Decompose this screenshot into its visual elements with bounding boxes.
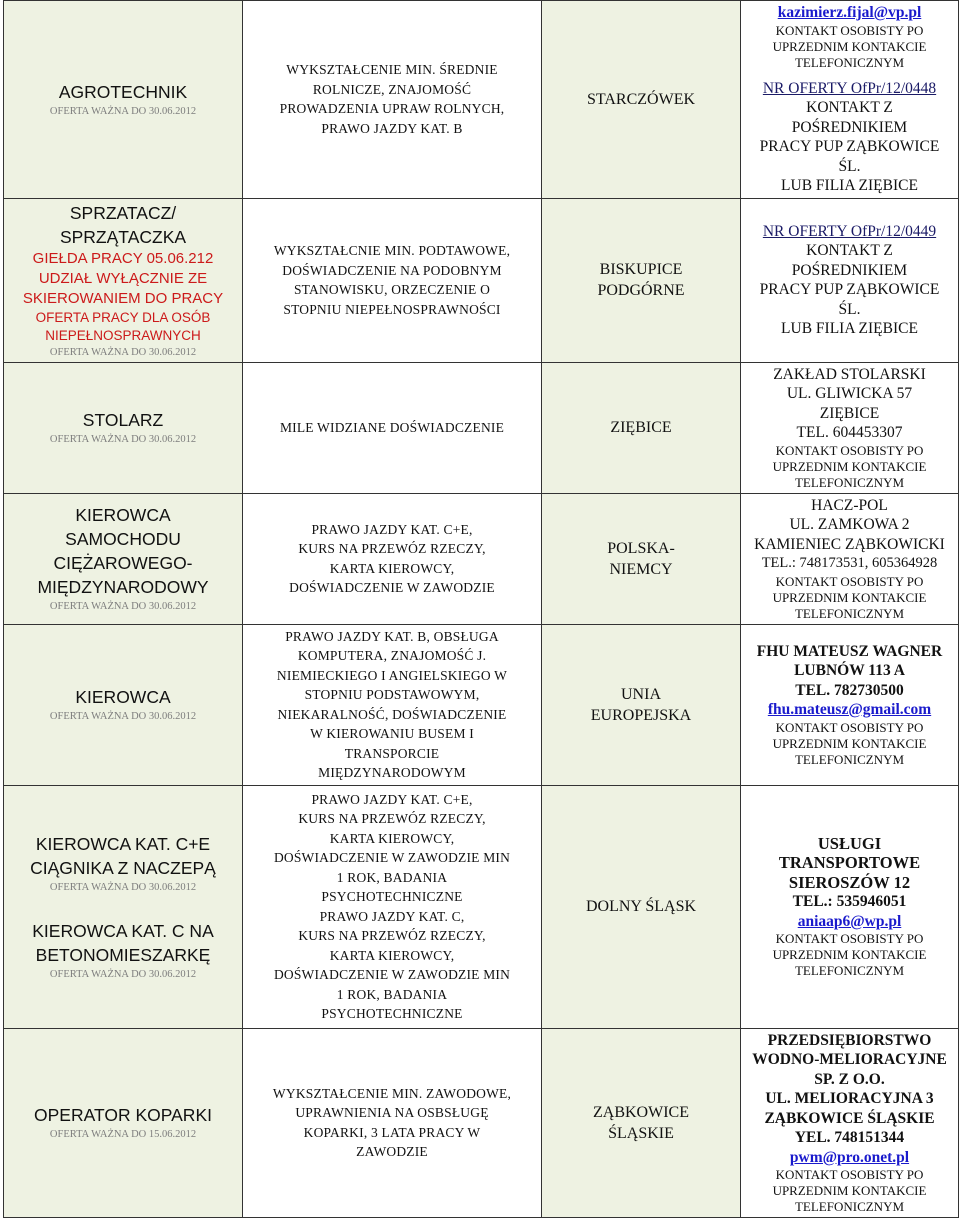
email-link[interactable]: fhu.mateusz@gmail.com xyxy=(767,701,932,718)
contact-line: SP. Z O.O. xyxy=(814,1070,885,1088)
requirement-line: PRAWO JAZDY KAT. C+E, xyxy=(311,521,473,537)
place-name: POLSKA- xyxy=(607,539,675,557)
validity-date: OFERTA WAŻNA DO 30.06.2012 xyxy=(49,968,197,980)
requirement-line: MILE WIDZIANE DOŚWIADCZENIE xyxy=(279,419,505,435)
requirements-cell xyxy=(243,362,542,493)
requirement-line: DOŚWIADCZENIE W ZAWODZIE MIN xyxy=(273,967,511,982)
place-name: UNIA xyxy=(621,685,661,703)
requirement-line: KARTA KIEROWCY, xyxy=(329,560,455,576)
requirement-line: WYKSZTAŁCENIE MIN. ŚREDNIE xyxy=(286,62,498,78)
contact-note: TELEFONICZNYM xyxy=(794,1199,905,1214)
requirement-line: KARTA KIEROWCY, xyxy=(329,830,455,846)
contact-cell xyxy=(741,1,959,199)
validity-date: OFERTA WAŻNA DO 30.06.2012 xyxy=(49,346,197,358)
notice-line: GIEŁDA PRACY 05.06.212 xyxy=(32,249,214,267)
position-title: CIĘŻAROWEGO- xyxy=(53,553,193,573)
contact-line: UL. ZAMKOWA 2 xyxy=(789,516,910,533)
contact-line: KAMIENIEC ZĄBKOWICKI xyxy=(754,535,945,553)
requirement-line: DOŚWIADCZENIE W ZAWODZIE MIN xyxy=(273,850,511,865)
position-title: SAMOCHODU xyxy=(65,529,181,549)
contact-line: TEL. 782730500 xyxy=(795,681,904,699)
position-title: KIEROWCA KAT. C+E xyxy=(35,833,211,854)
contact-line: ZĄBKOWICE ŚLĄSKIE xyxy=(764,1109,935,1127)
requirements-cell xyxy=(243,624,542,785)
place-name: PODGÓRNE xyxy=(597,282,685,299)
requirement-line: NIEMIECKIEGO I ANGIELSKIEGO W xyxy=(276,667,508,683)
email-link[interactable]: kazimierz.fijal@vp.pl xyxy=(777,4,922,21)
contact-note: UPRZEDNIM KONTAKCIE xyxy=(772,458,927,474)
requirement-line: WYKSZTAŁCNIE MIN. PODTAWOWE, xyxy=(273,243,511,258)
position-title: STOLARZ xyxy=(82,410,164,430)
validity-date: OFERTA WAŻNA DO 30.06.2012 xyxy=(49,601,197,612)
position-cell xyxy=(4,1,243,199)
requirements-cell xyxy=(243,1028,542,1218)
requirement-line: PSYCHOTECHNICZNE xyxy=(321,1006,463,1021)
contact-note: KONTAKT OSOBISTY PO xyxy=(775,931,924,947)
position-cell xyxy=(4,493,243,624)
place-cell xyxy=(542,785,741,1028)
place-name: DOLNY ŚLĄSK xyxy=(585,898,697,915)
table-row xyxy=(4,362,959,493)
requirement-line: ROLNICZE, ZNAJOMOŚĆ xyxy=(312,81,472,97)
requirement-line: KURS NA PRZEWÓZ RZECZY, xyxy=(298,811,486,826)
table-row xyxy=(4,493,959,624)
contact-line: ZIĘBICE xyxy=(819,404,880,422)
company-name: PRZEDSIĘBIORSTWO xyxy=(767,1031,932,1049)
requirement-line: DOŚWIADCZENIE W ZAWODZIE xyxy=(289,580,495,595)
place-name: ŚLĄSKIE xyxy=(608,1124,674,1142)
position-title: AGROTECHNIK xyxy=(58,81,188,102)
contact-line: TEL. 604453307 xyxy=(796,424,903,441)
position-title: SPRZĄTACZKA xyxy=(59,226,187,247)
requirement-line: STOPNIU NIEPEŁNOSPRAWNOŚCI xyxy=(283,301,501,317)
position-cell xyxy=(4,785,243,1028)
contact-note: UPRZEDNIM KONTAKCIE xyxy=(772,947,927,963)
validity-date: OFERTA WAŻNA DO 30.06.2012 xyxy=(49,881,197,893)
requirement-line: MIĘDZYNARODOWYM xyxy=(318,765,466,780)
company-name: FHU MATEUSZ WAGNER xyxy=(756,642,943,660)
requirement-line: TRANSPORCIE xyxy=(344,745,440,761)
contact-line: PRACY PUP ZĄBKOWICE ŚL. xyxy=(759,138,940,175)
contact-line: LUB FILIA ZIĘBICE xyxy=(781,177,918,194)
requirements-cell xyxy=(243,785,542,1028)
position-title: SPRZATACZ/ xyxy=(69,202,177,223)
contact-line: UL. GLIWICKA 57 xyxy=(786,385,913,402)
position-cell xyxy=(4,624,243,785)
requirements-cell xyxy=(243,198,542,362)
requirement-line: KOPARKI, 3 LATA PRACY W xyxy=(303,1124,481,1140)
validity-date: OFERTA WAŻNA DO 30.06.2012 xyxy=(49,434,197,445)
position-cell xyxy=(4,362,243,493)
contact-line: KONTAKT Z POŚREDNIKIEM xyxy=(791,242,908,279)
job-offers-table xyxy=(3,0,959,1218)
contact-note: TELEFONICZNYM xyxy=(794,963,905,979)
validity-date: OFERTA WAŻNA DO 30.06.2012 xyxy=(49,105,197,117)
spacer xyxy=(10,895,236,919)
place-cell xyxy=(542,493,741,624)
contact-note: UPRZEDNIM KONTAKCIE xyxy=(772,589,927,605)
table-row xyxy=(4,624,959,785)
contact-cell xyxy=(741,1028,959,1218)
notice-line: UDZIAŁ WYŁĄCZNIE ZE xyxy=(38,269,208,287)
position-title: BETONOMIESZARKĘ xyxy=(35,944,211,965)
requirement-line: 1 ROK, BADANIA xyxy=(336,869,448,885)
contact-cell xyxy=(741,785,959,1028)
contact-note: TELEFONICZNYM xyxy=(794,54,905,70)
notice-line: NIEPEŁNOSPRAWNYCH xyxy=(45,327,201,343)
company-name: WODNO-MELIORACYJNE xyxy=(752,1051,947,1068)
position-title: CIĄGNIKA Z NACZEPĄ xyxy=(30,857,216,878)
requirement-line: 1 ROK, BADANIA xyxy=(336,986,448,1002)
position-title: KIEROWCA xyxy=(75,687,171,707)
contact-note: UPRZEDNIM KONTAKCIE xyxy=(772,1183,927,1198)
requirement-line: UPRAWNIENIA NA OSBSŁUGĘ xyxy=(295,1105,489,1121)
requirement-line: NIEKARALNOŚĆ, DOŚWIADCZENIE xyxy=(277,706,507,722)
contact-line: SIEROSZÓW 12 xyxy=(788,872,911,892)
requirement-line: STOPNIU PODSTAWOWYM, xyxy=(304,687,480,702)
position-title: KIEROWCA xyxy=(75,505,171,525)
requirement-line: KURS NA PRZEWÓZ RZECZY, xyxy=(298,928,486,943)
contact-line: TEL.: 535946051 xyxy=(792,893,907,911)
contact-line: LUB FILIA ZIĘBICE xyxy=(781,320,918,337)
position-title: KIEROWCA KAT. C NA xyxy=(32,920,214,941)
table-row xyxy=(4,198,959,362)
requirement-line: ZAWODZIE xyxy=(356,1144,428,1160)
requirement-line: PROWADZENIA UPRAW ROLNYCH, xyxy=(279,101,505,117)
table-row xyxy=(4,1,959,199)
contact-note: KONTAKT OSOBISTY PO xyxy=(775,573,924,589)
position-cell xyxy=(4,1028,243,1218)
requirement-line: WYKSZTAŁCENIE MIN. ZAWODOWE, xyxy=(272,1085,512,1101)
requirement-line: PRAWO JAZDY KAT. C, xyxy=(319,908,465,924)
requirement-line: W KIEROWANIU BUSEM I xyxy=(310,726,474,741)
place-name: EUROPEJSKA xyxy=(590,706,692,724)
contact-note: TELEFONICZNYM xyxy=(794,605,905,621)
contact-note: UPRZEDNIM KONTAKCIE xyxy=(772,735,927,751)
place-name: STARCZÓWEK xyxy=(586,90,696,108)
requirement-line: PRAWO JAZDY KAT. C+E, xyxy=(311,791,473,807)
contact-note: KONTAKT OSOBISTY PO xyxy=(775,719,924,735)
requirement-line: DOŚWIADCZENIE NA PODOBNYM xyxy=(282,262,502,278)
validity-date: OFERTA WAŻNA DO 30.06.2012 xyxy=(49,711,197,722)
contact-cell xyxy=(741,362,959,493)
contact-note: KONTAKT OSOBISTY PO xyxy=(775,22,924,38)
table-row xyxy=(4,1028,959,1218)
contact-line: UL. MELIORACYJNA 3 xyxy=(765,1090,934,1107)
requirement-line: PRAWO JAZDY KAT. B, OBSŁUGA xyxy=(285,628,499,644)
place-name: BISKUPICE xyxy=(599,261,683,278)
contact-cell xyxy=(741,198,959,362)
contact-note: KONTAKT OSOBISTY PO xyxy=(775,442,924,458)
notice-line: OFERTA PRACY DLA OSÓB xyxy=(35,309,211,325)
position-title: OPERATOR KOPARKI xyxy=(34,1105,212,1126)
contact-line: HACZ-POL xyxy=(811,496,888,514)
position-title: MIĘDZYNARODOWY xyxy=(37,577,209,597)
email-link[interactable]: aniaap6@wp.pl xyxy=(797,912,902,930)
place-cell xyxy=(542,1028,741,1218)
place-name: ZĄBKOWICE xyxy=(593,1103,689,1121)
contact-note: KONTAKT OSOBISTY PO xyxy=(775,1167,924,1182)
place-cell xyxy=(542,624,741,785)
contact-line: ZAKŁAD STOLARSKI xyxy=(773,365,926,383)
offer-number: NR OFERTY OfPr/12/0448 xyxy=(762,79,937,97)
place-cell xyxy=(542,198,741,362)
contact-line: TEL.: 748173531, 605364928 xyxy=(761,555,938,571)
place-cell xyxy=(542,362,741,493)
notice-line: SKIEROWANIEM DO PRACY xyxy=(22,289,224,307)
contact-cell xyxy=(741,493,959,624)
contact-line: LUBNÓW 113 A xyxy=(794,662,905,679)
contact-note: TELEFONICZNYM xyxy=(794,751,905,767)
requirement-line: STANOWISKU, ORZECZENIE O xyxy=(293,282,491,297)
contact-note: TELEFONICZNYM xyxy=(794,474,905,490)
requirement-line: KOMPUTERA, ZNAJOMOŚĆ J. xyxy=(297,648,487,663)
contact-cell xyxy=(741,624,959,785)
requirement-line: KARTA KIEROWCY, xyxy=(329,947,455,963)
place-cell xyxy=(542,1,741,199)
requirements-cell xyxy=(243,493,542,624)
position-cell xyxy=(4,198,243,362)
company-name: USŁUGI TRANSPORTOWE xyxy=(778,833,921,873)
contact-line: KONTAKT Z POŚREDNIKIEM xyxy=(791,99,908,136)
place-name: ZIĘBICE xyxy=(610,419,672,436)
contact-line: YEL. 748151344 xyxy=(794,1129,905,1146)
contact-note: UPRZEDNIM KONTAKCIE xyxy=(772,38,927,54)
contact-line: PRACY PUP ZĄBKOWICE ŚL. xyxy=(759,281,940,318)
email-link[interactable]: pwm@pro.onet.pl xyxy=(789,1148,910,1166)
place-name: NIEMCY xyxy=(609,560,673,578)
table-row xyxy=(4,785,959,1028)
validity-date: OFERTA WAŻNA DO 15.06.2012 xyxy=(49,1129,197,1141)
requirement-line: KURS NA PRZEWÓZ RZECZY, xyxy=(298,541,486,556)
requirements-cell xyxy=(243,1,542,199)
requirement-line: PRAWO JAZDY KAT. B xyxy=(321,120,463,136)
requirement-line: PSYCHOTECHNICZNE xyxy=(321,889,463,904)
offer-number: NR OFERTY OfPr/12/0449 xyxy=(762,222,937,240)
